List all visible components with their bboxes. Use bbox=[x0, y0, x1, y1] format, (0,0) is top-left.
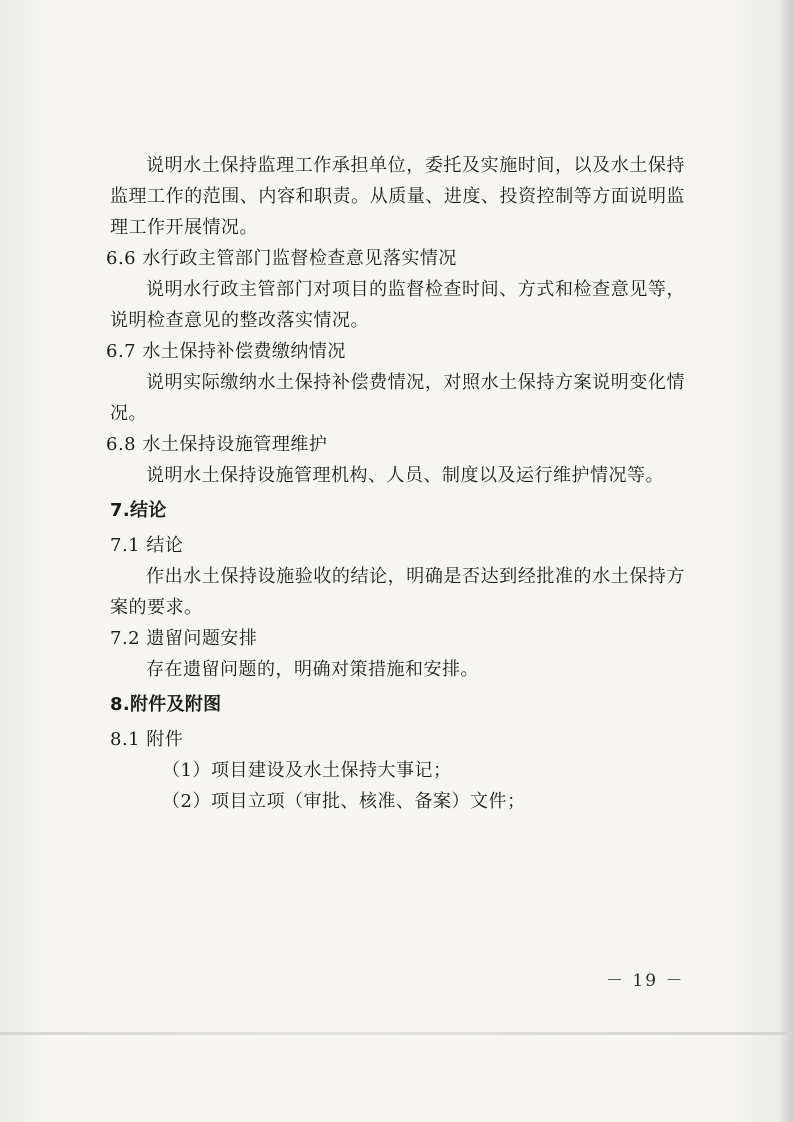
scan-bottom-edge bbox=[0, 1032, 793, 1035]
heading-6-8: 6.8 水土保持设施管理维护 bbox=[106, 434, 328, 455]
paragraph-7-1: 作出水土保持设施验收的结论，明确是否达到经批准的水土保持方案的要求。 bbox=[110, 566, 685, 618]
heading-8-1: 8.1 附件 bbox=[110, 729, 184, 750]
heading-7: 7.结论 bbox=[110, 500, 167, 521]
heading-8: 8.附件及附图 bbox=[110, 694, 222, 715]
paragraph-6-6: 说明水行政主管部门对项目的监督检查时间、方式和检查意见等，说明检查意见的整改落实情况。 bbox=[110, 279, 685, 331]
heading-6-7: 6.7 水土保持补偿费缴纳情况 bbox=[106, 341, 346, 362]
attachment-item-2: （2）项目立项（审批、核准、备案）文件； bbox=[162, 791, 526, 812]
heading-7-1: 7.1 结论 bbox=[110, 535, 184, 556]
page-number: － 19 － bbox=[606, 971, 685, 991]
document-body bbox=[106, 150, 685, 817]
heading-7-2: 7.2 遗留问题安排 bbox=[110, 628, 258, 649]
attachment-item-1: （1）项目建设及水土保持大事记； bbox=[162, 760, 452, 781]
scan-edge-shadow bbox=[779, 0, 793, 1122]
heading-6-6: 6.6 水行政主管部门监督检查意见落实情况 bbox=[106, 248, 457, 269]
paragraph-6-7: 说明实际缴纳水土保持补偿费情况，对照水土保持方案说明变化情况。 bbox=[110, 372, 685, 424]
paragraph-7-2: 存在遗留问题的，明确对策措施和安排。 bbox=[146, 659, 479, 680]
paragraph-6-8: 说明水土保持设施管理机构、人员、制度以及运行维护情况等。 bbox=[146, 465, 664, 486]
paragraph-supervision: 说明水土保持监理工作承担单位，委托及实施时间，以及水土保持监理工作的范围、内容和职责。从质量、进度、投资控制等方面说明监理工作开展情况。 bbox=[110, 155, 685, 238]
